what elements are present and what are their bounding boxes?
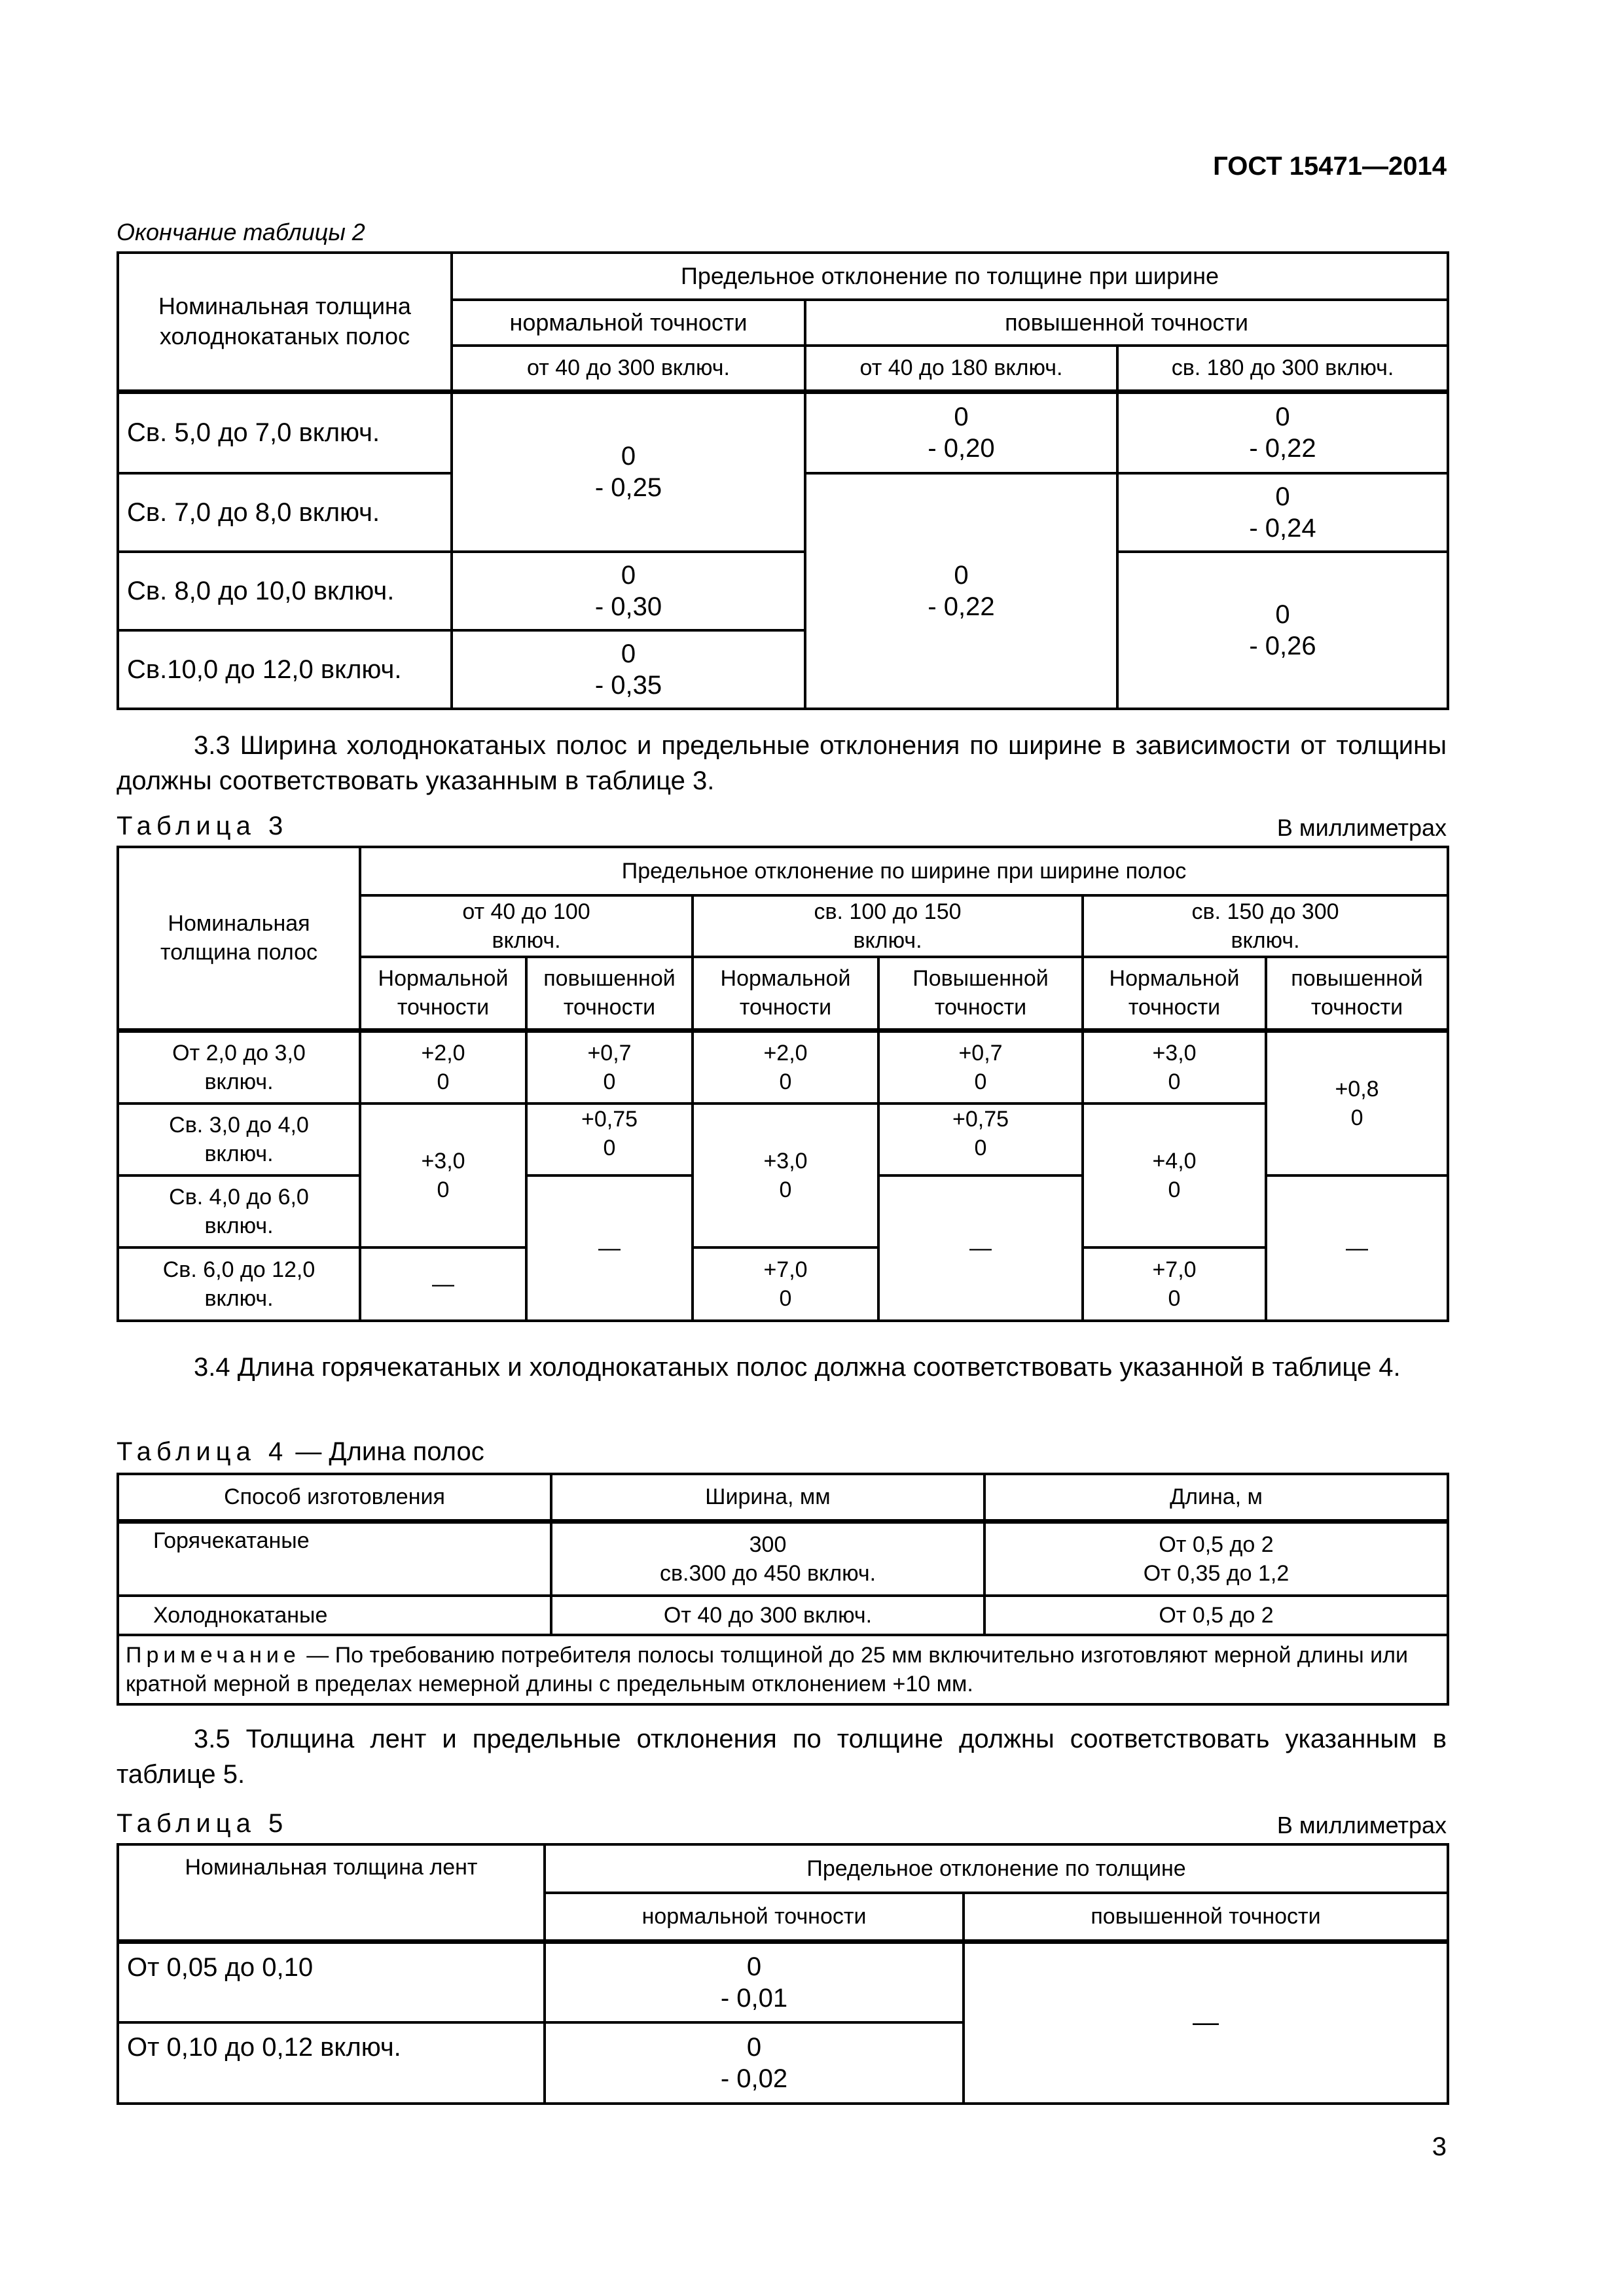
method-cell: Горячекатаные	[118, 1521, 551, 1596]
dash-cell: —	[964, 1941, 1448, 2104]
header-group: св. 100 до 150 включ.	[693, 895, 1083, 957]
table5-units: В миллиметрах	[1276, 1812, 1447, 1839]
table4-caption: Таблица 4 — Длина полос	[117, 1437, 484, 1466]
header-increased-accuracy: повышенной точности	[964, 1893, 1448, 1941]
row-label: Св.10,0 до 12,0 включ.	[118, 630, 452, 709]
row-label: От 0,10 до 0,12 включ.	[118, 2022, 545, 2104]
value-cell: 0 - 0,02	[545, 2022, 964, 2104]
paragraph-3-4: 3.4 Длина горячекатаных и холоднокатаных полос должна соответствовать указанной в таблице 4.	[194, 1353, 1401, 1382]
paragraph-3-5: 3.5 Толщина лент и предельные отклонения по толщине должны соответствовать указанным в таблице 5.	[117, 1725, 1447, 1789]
header-group: от 40 до 100 включ.	[360, 895, 693, 957]
paragraph-3-3: 3.3 Ширина холоднокатаных полос и предельные отклонения по ширине в зависимости от толщины должны соответствовать указанным в таблице 3.	[117, 731, 1447, 795]
row-label: От 2,0 до 3,0 включ.	[118, 1030, 360, 1103]
header-nominal-thickness: Номинальная толщина холоднокатаных полос	[118, 253, 452, 391]
value-cell: +2,0 0	[693, 1030, 878, 1103]
value-cell: +3,0 0	[693, 1103, 878, 1247]
dash-cell: —	[1266, 1175, 1448, 1321]
value-cell: +2,0 0	[360, 1030, 526, 1103]
header-normal-accuracy: нормальной точности	[452, 300, 805, 346]
table2-continuation-caption: Окончание таблицы 2	[117, 219, 365, 245]
row-label: Св. 8,0 до 10,0 включ.	[118, 552, 452, 630]
value-cell: +0,75 0	[526, 1103, 693, 1175]
document-code: ГОСТ 15471—2014	[1213, 152, 1447, 181]
header-increased-accuracy: повышенной точности	[805, 300, 1448, 346]
table-3	[117, 846, 1449, 1322]
value-cell: 0 - 0,20	[805, 391, 1117, 473]
row-label: Св. 3,0 до 4,0 включ.	[118, 1103, 360, 1175]
subheader: Повышенной точности	[878, 957, 1083, 1030]
header-normal-accuracy: нормальной точности	[545, 1893, 964, 1941]
table3-units: В миллиметрах	[1276, 814, 1447, 841]
length-cell: От 0,5 до 2	[984, 1596, 1448, 1635]
value-cell: 0 - 0,25	[452, 391, 805, 552]
subheader-inc-range-2: св. 180 до 300 включ.	[1117, 346, 1448, 391]
page-number: 3	[1432, 2132, 1447, 2161]
row-label: Св. 5,0 до 7,0 включ.	[118, 391, 452, 473]
header-length: Длина, м	[984, 1474, 1448, 1521]
row-label: Св. 4,0 до 6,0 включ.	[118, 1175, 360, 1247]
header-group: св. 150 до 300 включ.	[1083, 895, 1448, 957]
header-method: Способ изготовления	[118, 1474, 551, 1521]
header-deviation: Предельное отклонение по ширине при ширине полос	[360, 847, 1448, 895]
value-cell: 0 - 0,24	[1117, 473, 1448, 552]
value-cell: +4,0 0	[1083, 1103, 1266, 1247]
dash-cell: —	[360, 1247, 526, 1321]
subheader-inc-range-1: от 40 до 180 включ.	[805, 346, 1117, 391]
header-deviation: Предельное отклонение по толщине при ширине	[452, 253, 1448, 300]
value-cell: +7,0 0	[693, 1247, 878, 1321]
value-cell: 0 - 0,22	[1117, 391, 1448, 473]
value-cell: 0 - 0,35	[452, 630, 805, 709]
header-nominal-thickness: Номинальная толщина лент	[118, 1844, 545, 1941]
table4-note: Примечание — По требованию потребителя полосы толщиной до 25 мм включительно изготовляют мерной длины или кратной мерной в пределах немерной длины с предельным отклонением +10 мм.	[118, 1635, 1448, 1704]
length-cell: От 0,5 до 2 От 0,35 до 1,2	[984, 1521, 1448, 1596]
dash-cell: —	[878, 1175, 1083, 1321]
header-nominal-thickness: Номинальная толщина полос	[118, 847, 360, 1030]
table-2-continuation	[117, 251, 1449, 710]
value-cell: +0,8 0	[1266, 1030, 1448, 1175]
header-width: Ширина, мм	[551, 1474, 984, 1521]
value-cell: +0,7 0	[526, 1030, 693, 1103]
subheader: повышенной точности	[1266, 957, 1448, 1030]
method-cell: Холоднокатаные	[118, 1596, 551, 1635]
row-label: Св. 6,0 до 12,0 включ.	[118, 1247, 360, 1321]
dash-cell: —	[526, 1175, 693, 1321]
width-cell: 300 св.300 до 450 включ.	[551, 1521, 984, 1596]
table3-caption: Таблица 3	[117, 812, 289, 840]
subheader: повышенной точности	[526, 957, 693, 1030]
value-cell: +0,75 0	[878, 1103, 1083, 1175]
value-cell: +0,7 0	[878, 1030, 1083, 1103]
value-cell: 0 - 0,30	[452, 552, 805, 630]
subheader-normal-range: от 40 до 300 включ.	[452, 346, 805, 391]
header-deviation: Предельное отклонение по толщине	[545, 1844, 1448, 1893]
row-label: Св. 7,0 до 8,0 включ.	[118, 473, 452, 552]
subheader: Нормальной точности	[360, 957, 526, 1030]
width-cell: От 40 до 300 включ.	[551, 1596, 984, 1635]
value-cell: +7,0 0	[1083, 1247, 1266, 1321]
table5-caption: Таблица 5	[117, 1809, 289, 1838]
value-cell: 0 - 0,22	[805, 473, 1117, 709]
table-4	[117, 1473, 1449, 1706]
subheader: Нормальной точности	[1083, 957, 1266, 1030]
value-cell: +3,0 0	[360, 1103, 526, 1247]
value-cell: 0 - 0,01	[545, 1941, 964, 2022]
value-cell: 0 - 0,26	[1117, 552, 1448, 709]
subheader: Нормальной точности	[693, 957, 878, 1030]
table-5	[117, 1843, 1449, 2105]
value-cell: +3,0 0	[1083, 1030, 1266, 1103]
row-label: От 0,05 до 0,10	[118, 1941, 545, 2022]
